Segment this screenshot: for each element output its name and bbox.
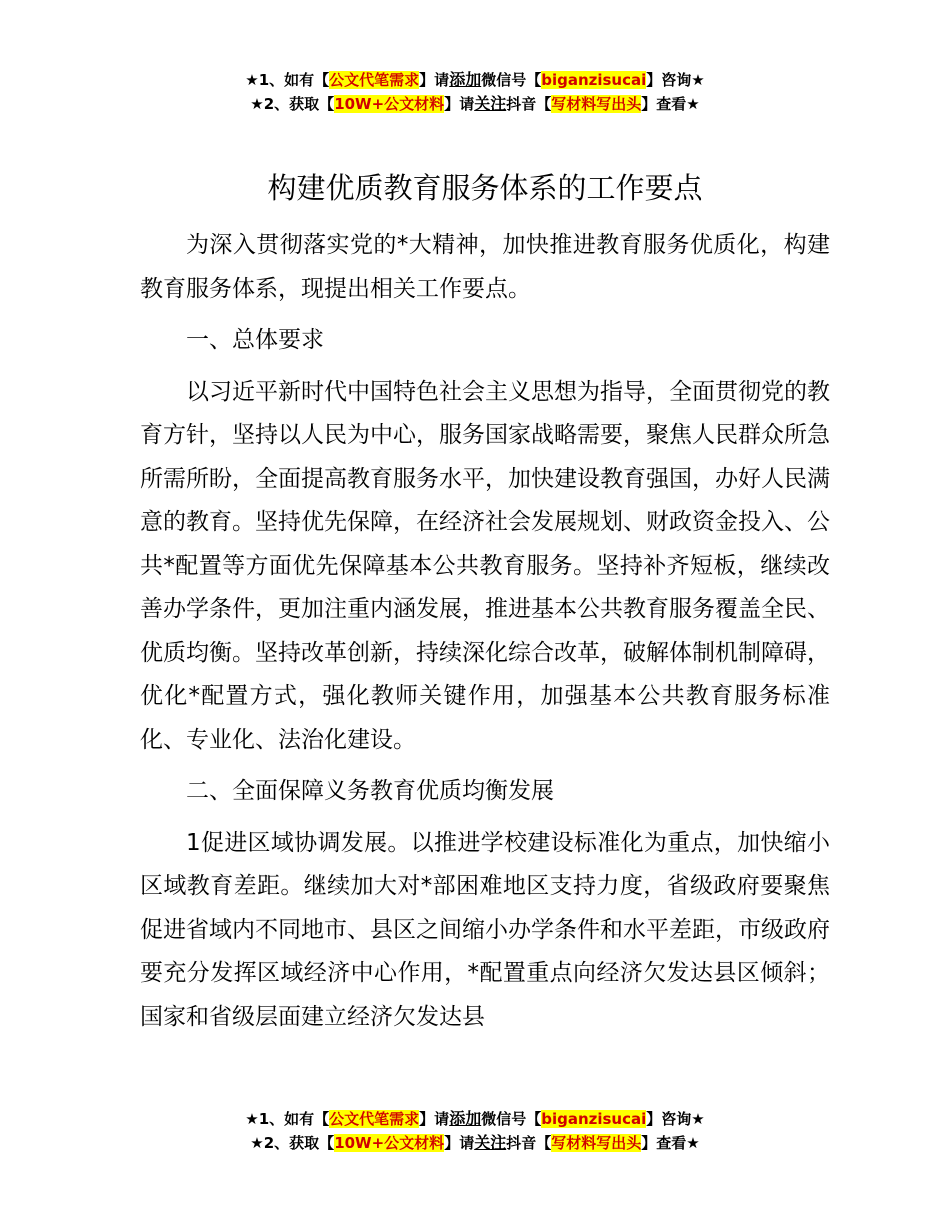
intro-paragraph: 为深入贯彻落实党的*大精神，加快推进教育服务优质化，构建教育服务体系，现提出相关工作要点。: [140, 232, 830, 302]
banner-text: 微信号【: [481, 1110, 542, 1128]
banner-highlight: 写材料写出头: [551, 95, 642, 113]
section-heading: 一、总体要求: [186, 327, 324, 353]
banner-text: ★1、如有【: [245, 71, 330, 89]
banner-line-2: [0, 1131, 950, 1155]
banner-highlight: 公文代笔需求: [329, 1110, 420, 1128]
banner-emphasis: 添加: [449, 1109, 482, 1128]
section-heading: 二、全面保障义务教育优质均衡发展: [186, 778, 554, 804]
banner-highlight: 公文代笔需求: [329, 71, 420, 89]
banner-emphasis: 关注: [474, 94, 507, 113]
banner-text: 】咨询★: [646, 1110, 705, 1128]
banner-text: 】请: [419, 71, 450, 89]
banner-line-2: [0, 92, 950, 116]
banner-text: 】请: [419, 1110, 450, 1128]
top-banner: [0, 68, 950, 116]
document-title: 构建优质教育服务体系的工作要点: [267, 171, 703, 205]
banner-text: 】请: [444, 95, 475, 113]
document-body: [140, 166, 830, 1047]
banner-text: 】查看★: [641, 95, 700, 113]
banner-text: 】查看★: [641, 1134, 700, 1152]
banner-text: 】咨询★: [646, 71, 705, 89]
banner-text: 抖音【: [506, 1134, 552, 1152]
banner-text: 抖音【: [506, 95, 552, 113]
banner-emphasis: 关注: [474, 1133, 507, 1152]
banner-highlight: 10W+公文材料: [334, 1134, 445, 1152]
banner-highlight: 10W+公文材料: [334, 95, 445, 113]
banner-highlight: biganzisucai: [541, 1110, 647, 1128]
banner-text: 】请: [444, 1134, 475, 1152]
body-paragraph: 1促进区域协调发展。以推进学校建设标准化为重点，加快缩小区域教育差距。继续加大对*部困难地区支持力度，省级政府要聚焦促进省域内不同地市、县区之间缩小办学条件和水平差距，市级政府要充分发挥区域经济中心作用，*配置重点向经济欠发达县区倾斜；国家和省级层面建立经济欠发达县: [140, 829, 830, 1030]
body-paragraph: 以习近平新时代中国特色社会主义思想为指导，全面贯彻党的教育方针，坚持以人民为中心，服务国家战略需要，聚焦人民群众所急所需所盼，全面提高教育服务水平，加快建设教育强国，办好人民满意的教育。坚持优先保障，在经济社会发展规划、财政资金投入、公共*配置等方面优先保障基本公共教育服务。坚持补齐短板，继续改善办学条件，更加注重内涵发展，推进基本公共教育服务覆盖全民、优质均衡。坚持改革创新，持续深化综合改革，破解体制机制障碍，优化*配置方式，强化教师关键作用，加强基本公共教育服务标准化、专业化、法治化建设。: [140, 378, 830, 753]
banner-text: ★2、获取【: [250, 1134, 335, 1152]
banner-highlight: 写材料写出头: [551, 1134, 642, 1152]
banner-line-1: [0, 1107, 950, 1131]
bottom-banner: [0, 1107, 950, 1155]
banner-emphasis: 添加: [449, 70, 482, 89]
banner-line-1: [0, 68, 950, 92]
banner-text: ★2、获取【: [250, 95, 335, 113]
banner-text: ★1、如有【: [245, 1110, 330, 1128]
banner-highlight: biganzisucai: [541, 71, 647, 89]
banner-text: 微信号【: [481, 71, 542, 89]
